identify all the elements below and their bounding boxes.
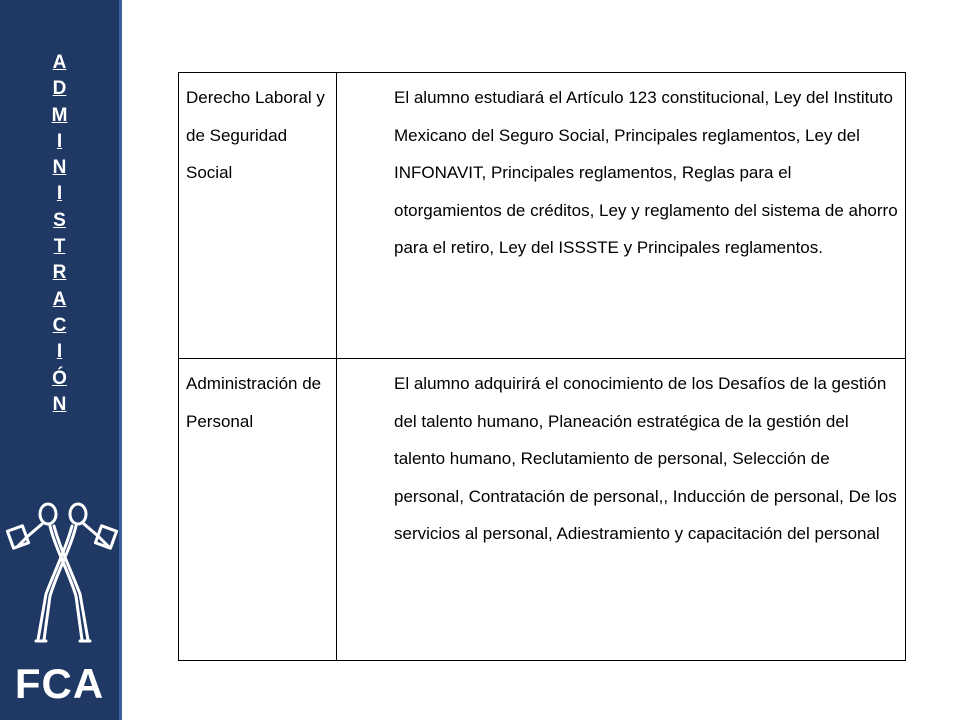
description-cell: El alumno estudiará el Artículo 123 constitucional, Ley del Instituto Mexicano del Seguro Social, Principales reglamentos, Ley del INFONAVIT, Principales reglamentos, Reglas para el otorgamientos de créditos, Ley y reglamento del sistema de ahorro para el retiro, Ley del ISSSTE y Principales reglamentos. [337, 73, 906, 359]
title-letter: R [52, 262, 67, 284]
vertical-title [0, 50, 119, 418]
title-letter: N [52, 393, 67, 415]
subject-cell: Derecho Laboral y de Seguridad Social [179, 73, 337, 359]
title-letter: Ó [52, 367, 67, 389]
title-letter: I [56, 341, 63, 363]
course-table [178, 72, 906, 661]
description-cell: El alumno adquirirá el conocimiento de los Desafíos de la gestión del talento humano, Planeación estratégica de la gestión del talento humano, Reclutamiento de personal, Selección de personal, Contratación de personal,, Inducción de personal, De los servicios al personal, Adiestramiento y capacitación del personal [337, 359, 906, 661]
title-letter: A [52, 52, 67, 73]
figure-emblem-icon [6, 500, 118, 650]
table-row [179, 359, 906, 661]
table-row [179, 73, 906, 359]
title-letter: C [52, 314, 67, 336]
title-letter: I [56, 130, 63, 152]
title-letter: T [53, 236, 66, 258]
title-letter: I [56, 183, 63, 205]
title-letter: N [52, 157, 67, 179]
title-letter: M [51, 104, 68, 126]
title-letter: D [52, 78, 67, 100]
title-letter: S [53, 209, 66, 231]
title-letter: A [52, 288, 67, 310]
sidebar [0, 0, 122, 720]
subject-cell: Administración de Personal [179, 359, 337, 661]
fca-logo-text: FCA [14, 660, 105, 707]
